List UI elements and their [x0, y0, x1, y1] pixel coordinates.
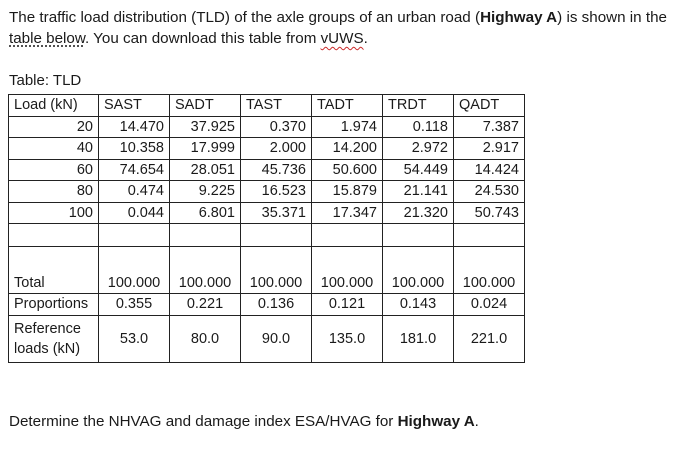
reference-loads-row [9, 315, 525, 362]
empty-cell [9, 224, 99, 247]
road-name: Highway A [480, 9, 558, 26]
total-row [9, 247, 525, 294]
table-cell: 35.371 [241, 202, 312, 224]
table-cell: 74.654 [99, 159, 170, 181]
table-cell: 37.925 [170, 116, 241, 138]
intro-text: ) is shown in the [557, 9, 667, 26]
load-cell: 40 [9, 138, 99, 160]
tld-table [8, 94, 525, 363]
table-row [9, 181, 525, 203]
table-row [9, 116, 525, 138]
column-header: TADT [312, 95, 383, 117]
proportion-cell: 0.143 [383, 294, 454, 316]
empty-cell [454, 224, 525, 247]
table-cell: 14.200 [312, 138, 383, 160]
table-cell: 15.879 [312, 181, 383, 203]
table-cell: 50.600 [312, 159, 383, 181]
table-cell: 0.118 [383, 116, 454, 138]
column-header: SADT [170, 95, 241, 117]
table-cell: 14.470 [99, 116, 170, 138]
table-cell: 7.387 [454, 116, 525, 138]
intro-text: . You can download this table from [85, 30, 321, 47]
empty-cell [170, 224, 241, 247]
table-cell: 10.358 [99, 138, 170, 160]
load-cell: 60 [9, 159, 99, 181]
table-cell: 0.474 [99, 181, 170, 203]
load-cell: 100 [9, 202, 99, 224]
total-cell: 100.000 [312, 247, 383, 294]
table-cell: 54.449 [383, 159, 454, 181]
table-cell: 21.141 [383, 181, 454, 203]
table-cell: 0.044 [99, 202, 170, 224]
proportions-row [9, 294, 525, 316]
reference-cell: 80.0 [170, 315, 241, 362]
column-header: SAST [99, 95, 170, 117]
reference-label: Reference loads (kN) [9, 315, 99, 362]
table-reference-link[interactable]: table below [9, 30, 85, 47]
column-header: TAST [241, 95, 312, 117]
table-cell: 2.000 [241, 138, 312, 160]
total-label: Total [9, 247, 99, 294]
table-cell: 17.999 [170, 138, 241, 160]
table-row [9, 138, 525, 160]
table-cell: 28.051 [170, 159, 241, 181]
table-row [9, 202, 525, 224]
total-cell: 100.000 [99, 247, 170, 294]
total-cell: 100.000 [454, 247, 525, 294]
table-cell: 21.320 [383, 202, 454, 224]
total-cell: 100.000 [170, 247, 241, 294]
table-cell: 16.523 [241, 181, 312, 203]
road-name: Highway A [397, 413, 475, 430]
question-text: Determine the NHVAG and damage index ESA/HVAG for Highway A. [9, 413, 479, 430]
proportion-cell: 0.355 [99, 294, 170, 316]
load-cell: 80 [9, 181, 99, 203]
blank-row [9, 224, 525, 247]
load-cell: 20 [9, 116, 99, 138]
reference-cell: 53.0 [99, 315, 170, 362]
table-cell: 45.736 [241, 159, 312, 181]
source-name: vUWS [320, 30, 364, 47]
proportions-label: Proportions [9, 294, 99, 316]
empty-cell [241, 224, 312, 247]
column-header: TRDT [383, 95, 454, 117]
table-cell: 1.974 [312, 116, 383, 138]
table-cell: 24.530 [454, 181, 525, 203]
table-header-row [9, 95, 525, 117]
table-cell: 50.743 [454, 202, 525, 224]
table-cell: 17.347 [312, 202, 383, 224]
table-cell: 0.370 [241, 116, 312, 138]
proportion-cell: 0.121 [312, 294, 383, 316]
table-cell: 14.424 [454, 159, 525, 181]
empty-cell [383, 224, 454, 247]
column-header: QADT [454, 95, 525, 117]
intro-text: . [363, 30, 368, 47]
proportion-cell: 0.024 [454, 294, 525, 316]
table-row [9, 159, 525, 181]
reference-cell: 221.0 [454, 315, 525, 362]
table-cell: 9.225 [170, 181, 241, 203]
reference-cell: 135.0 [312, 315, 383, 362]
intro-paragraph [9, 7, 667, 49]
reference-cell: 181.0 [383, 315, 454, 362]
total-cell: 100.000 [383, 247, 454, 294]
table-cell: 2.972 [383, 138, 454, 160]
empty-cell [99, 224, 170, 247]
reference-cell: 90.0 [241, 315, 312, 362]
proportion-cell: 0.221 [170, 294, 241, 316]
table-caption: Table: TLD [9, 72, 82, 89]
proportion-cell: 0.136 [241, 294, 312, 316]
load-header: Load (kN) [9, 95, 99, 117]
empty-cell [312, 224, 383, 247]
table-cell: 6.801 [170, 202, 241, 224]
table-cell: 2.917 [454, 138, 525, 160]
intro-text: The traffic load distribution (TLD) of the axle groups of an urban road ( [9, 9, 481, 26]
total-cell: 100.000 [241, 247, 312, 294]
